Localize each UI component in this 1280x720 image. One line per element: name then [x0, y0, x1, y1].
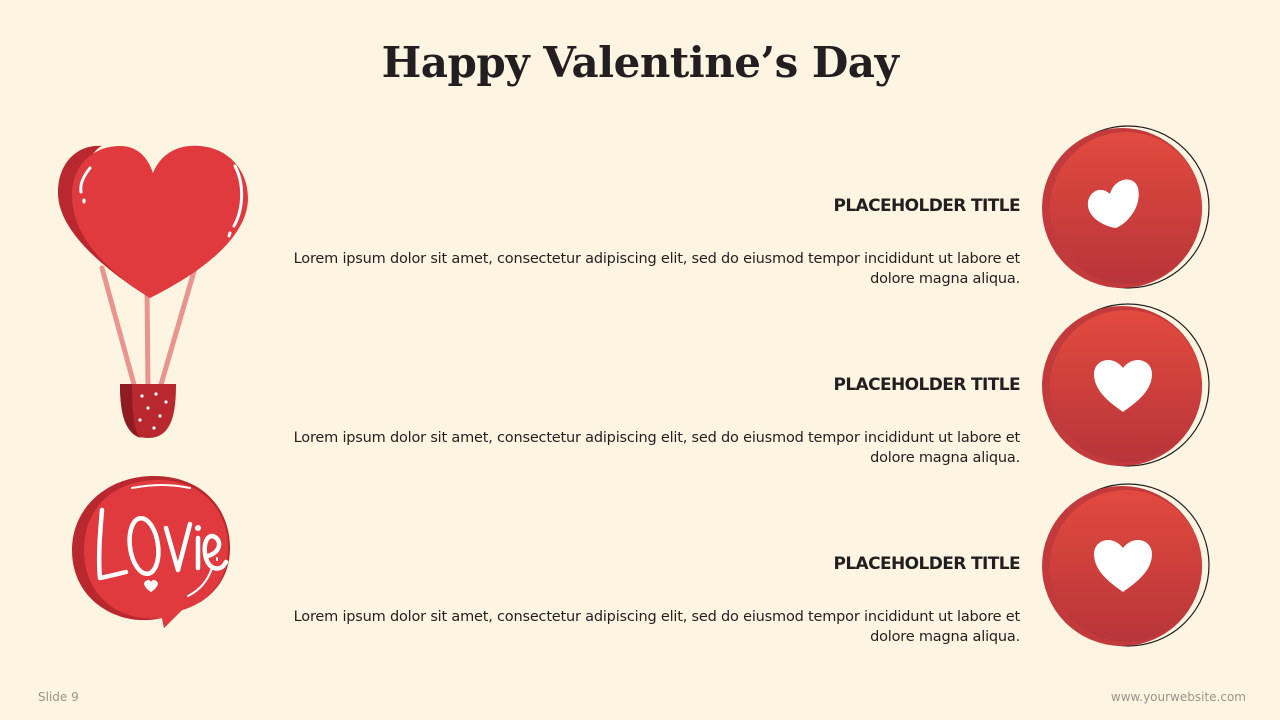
website-link: www.yourwebsite.com: [1110, 690, 1246, 704]
item-text: Lorem ipsum dolor sit amet, consectetur adipiscing elit, sed do eiusmod tempor incididunt ut labore et dolore magna aliqua.: [293, 251, 1020, 287]
item-text: Lorem ipsum dolor sit amet, consectetur adipiscing elit, sed do eiusmod tempor incididunt ut labore et dolore magna aliqua.: [293, 609, 1020, 645]
slide-title: Happy Valentine’s Day: [381, 38, 899, 87]
item-title: PLACEHOLDER TITLE: [833, 196, 1020, 216]
content-item-3: [280, 554, 1020, 647]
heart-circle-3: [1036, 482, 1216, 650]
heart-balloon-illustration: [50, 138, 260, 448]
content-item-1: [280, 196, 1020, 289]
item-title: PLACEHOLDER TITLE: [833, 554, 1020, 574]
heart-circle-1: [1036, 124, 1216, 292]
item-title: PLACEHOLDER TITLE: [833, 375, 1020, 395]
love-speech-bubble-illustration: [62, 468, 242, 636]
item-text: Lorem ipsum dolor sit amet, consectetur adipiscing elit, sed do eiusmod tempor incididunt ut labore et dolore magna aliqua.: [293, 430, 1020, 466]
heart-circle-2: [1036, 302, 1216, 470]
content-item-2: [280, 375, 1020, 468]
slide-number: Slide 9: [38, 690, 79, 704]
